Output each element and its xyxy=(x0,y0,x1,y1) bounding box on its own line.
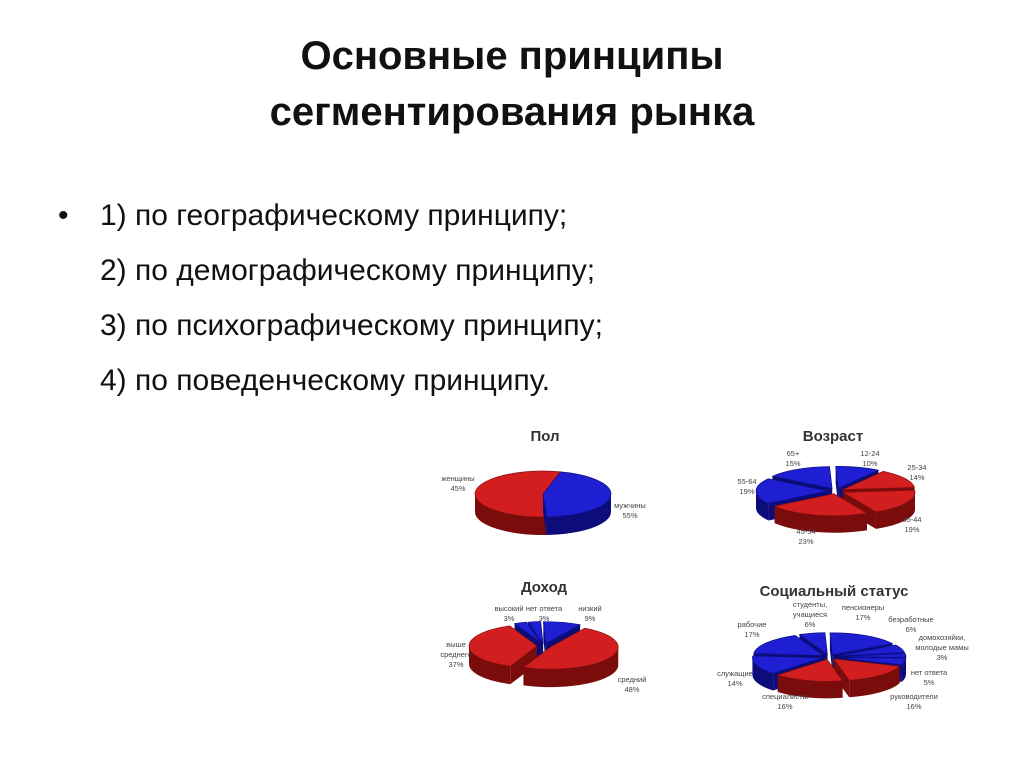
slice-label: студенты, xyxy=(792,600,828,609)
slice-value: 55% xyxy=(622,511,638,520)
slice-label: средний xyxy=(617,675,647,684)
slice-label: молодые мамы xyxy=(915,643,969,652)
slice-label: 35-44 xyxy=(902,515,922,524)
slice-label: специалисты xyxy=(762,692,808,701)
pie-chart-age xyxy=(737,428,926,546)
slice-value: 3% xyxy=(503,614,515,623)
slice-label: рабочие xyxy=(737,620,767,629)
pie-slice xyxy=(543,472,611,535)
slice-value: 14% xyxy=(727,679,743,688)
pie-chart-income xyxy=(440,579,646,694)
slice-value: 16% xyxy=(906,702,922,711)
slice-value: 19% xyxy=(739,487,755,496)
chart-title: Социальный статус xyxy=(759,583,909,600)
slice-value: 17% xyxy=(855,613,871,622)
bullet-icon: • xyxy=(58,199,69,232)
slice-value: 19% xyxy=(904,525,920,534)
principle-item: 3) по психографическому принципу; xyxy=(100,309,603,342)
slice-value: 16% xyxy=(777,702,793,711)
slice-value: 5% xyxy=(923,678,935,687)
slice-value: 6% xyxy=(905,625,917,634)
slice-label: 12-24 xyxy=(860,449,880,458)
slice-value: 3% xyxy=(538,614,550,623)
slice-label: среднего xyxy=(440,650,472,659)
slice-value: 15% xyxy=(785,459,801,468)
slice-label: мужчины xyxy=(614,501,646,510)
slice-label: 45-54 xyxy=(796,527,816,536)
slice-value: 45% xyxy=(450,484,466,493)
slice-value: 9% xyxy=(584,614,596,623)
slice-label: служащие xyxy=(717,669,753,678)
pie-chart-gender xyxy=(441,428,645,535)
slice-label: 25-34 xyxy=(907,463,927,472)
slide-title-line-1: Основные принципы xyxy=(300,34,724,78)
slice-label: безработные xyxy=(888,615,934,624)
slice-label: высокий xyxy=(494,604,524,613)
principle-item: 4) по поведенческому принципу. xyxy=(100,364,551,397)
slice-label: нет ответа xyxy=(910,668,948,677)
chart-title: Пол xyxy=(530,428,560,445)
slice-label: выше xyxy=(446,640,466,649)
slice-label: домохозяйки, xyxy=(918,633,966,642)
slice-label: низкий xyxy=(578,604,602,613)
slice-label: 65+ xyxy=(786,449,800,458)
slice-label: нет ответа xyxy=(525,604,563,613)
chart-title: Возраст xyxy=(802,428,864,445)
slice-label: руководители xyxy=(890,692,938,701)
principle-item: 1) по географическому принципу; xyxy=(100,199,568,232)
slice-value: 3% xyxy=(936,653,948,662)
slice-value: 23% xyxy=(798,537,814,546)
slice-value: 10% xyxy=(862,459,878,468)
slice-value: 14% xyxy=(909,473,925,482)
slice-label: женщины xyxy=(441,474,475,483)
slice-value: 17% xyxy=(744,630,760,639)
slice-label: учащиеся xyxy=(792,610,828,619)
slice-value: 6% xyxy=(804,620,816,629)
slice-label: 55-64 xyxy=(737,477,757,486)
slide-title-line-2: сегментирования рынка xyxy=(269,90,755,134)
slice-value: 37% xyxy=(448,660,464,669)
pie-chart-social-status xyxy=(717,583,969,711)
slice-label: пенсионеры xyxy=(841,603,885,612)
chart-title: Доход xyxy=(520,579,568,596)
slice-value: 48% xyxy=(624,685,640,694)
principle-item: 2) по демографическому принципу; xyxy=(100,254,596,287)
